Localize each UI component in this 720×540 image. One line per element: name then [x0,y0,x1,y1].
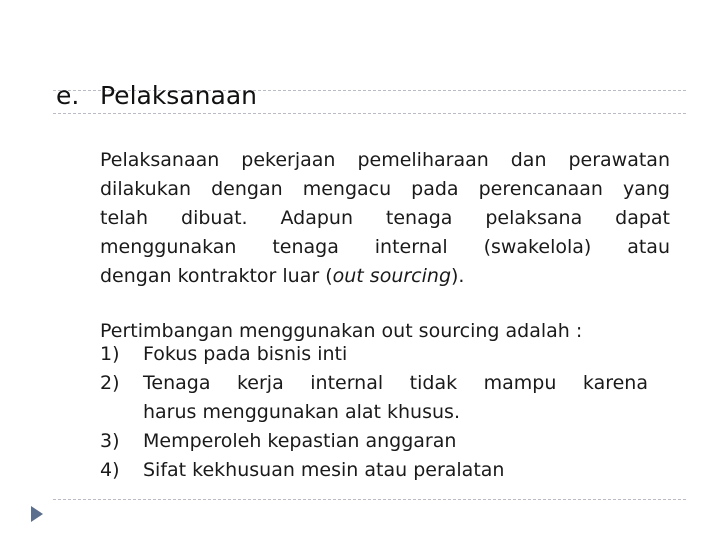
considerations-intro: Pertimbangan menggunakan out sourcing adalah : [100,320,583,342]
paragraph-line: telah dibuat. Adapun tenaga pelaksana dapat [100,207,670,229]
description-paragraph [100,146,670,291]
paragraph-italic-term: out sourcing [332,265,452,287]
paragraph-last-line [100,262,670,291]
list-item [100,427,648,456]
section-heading [56,80,257,112]
considerations-list [100,340,648,485]
section-marker: e. [56,81,80,110]
paragraph-line: Pelaksanaan pekerjaan pemeliharaan dan perawatan [100,149,670,171]
paragraph-line: dilakukan dengan mengacu pada perencanaan yang [100,178,670,200]
paragraph-last-suffix: ). [451,265,465,287]
list-item-number: 3) [100,430,120,452]
list-item-number: 4) [100,459,120,481]
footer-rule [53,499,686,500]
list-item [100,340,648,369]
triangle-bullet-icon [31,506,43,522]
section-title: Pelaksanaan [100,81,257,110]
list-item-text: Tenaga kerja internal tidak mampu karena [143,372,648,394]
paragraph-line: menggunakan tenaga internal (swakelola) atau [100,236,670,258]
list-item [100,369,648,427]
paragraph-last-prefix: dengan kontraktor luar ( [100,265,333,287]
header-bottom-rule [53,113,686,114]
list-item-text: Memperoleh kepastian anggaran [143,430,457,452]
list-item-text: Fokus pada bisnis inti [143,343,348,365]
list-item-text: Sifat kekhusuan mesin atau peralatan [143,459,505,481]
list-item-text-continued: harus menggunakan alat khusus. [143,401,460,423]
list-item-number: 2) [100,372,120,394]
list-item [100,456,648,485]
list-item-number: 1) [100,343,120,365]
